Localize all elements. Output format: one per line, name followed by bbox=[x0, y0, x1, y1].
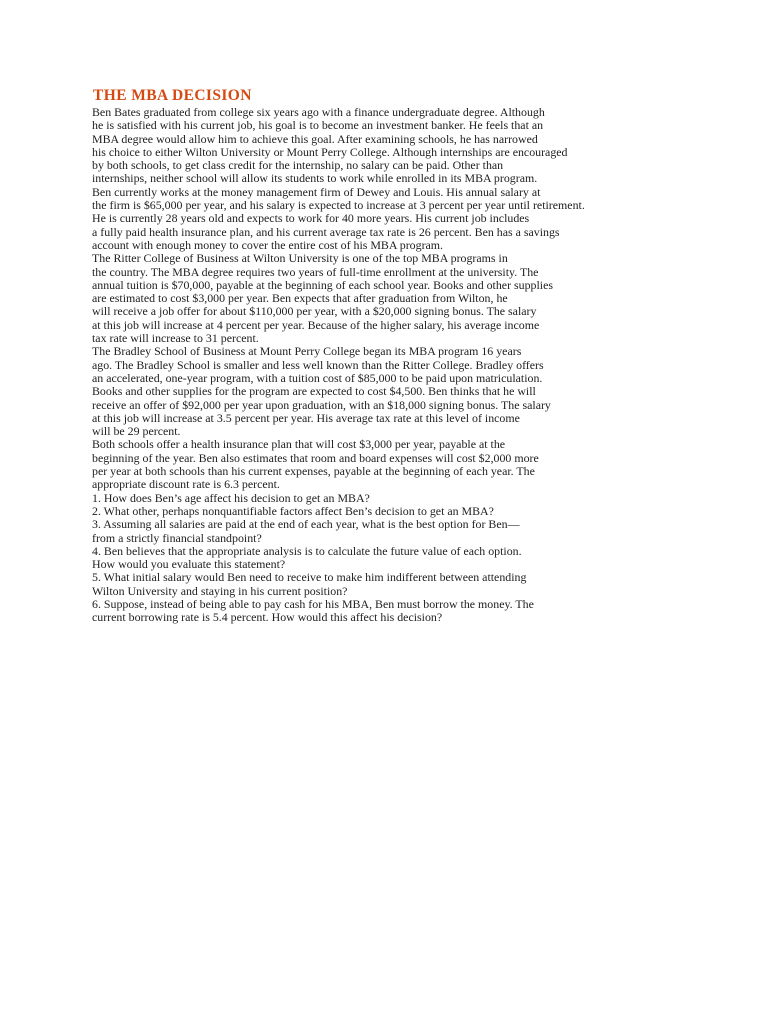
body-text-line: receive an offer of $92,000 per year upon graduation, with an $18,000 signing bonus. The salary bbox=[92, 397, 551, 412]
body-text-line: at this job will increase at 3.5 percent per year. His average tax rate at this level of income bbox=[92, 410, 520, 425]
document-body bbox=[92, 106, 732, 625]
body-text-line: Wilton University and staying in his current position? bbox=[92, 583, 348, 598]
body-text-line: internships, neither school will allow its students to work while enrolled in its MBA program. bbox=[92, 171, 538, 186]
body-text-line: his choice to either Wilton University or Mount Perry College. Although internships are encouraged bbox=[92, 144, 568, 159]
body-text-line: from a strictly financial standpoint? bbox=[92, 530, 262, 545]
body-text-line: the country. The MBA degree requires two years of full-time enrollment at the university. The bbox=[92, 264, 539, 279]
body-text-line: Both schools offer a health insurance plan that will cost $3,000 per year, payable at the bbox=[92, 437, 506, 452]
body-text-line: 2. What other, perhaps nonquantifiable factors affect Ben’s decision to get an MBA? bbox=[92, 503, 494, 518]
body-text-line: at this job will increase at 4 percent per year. Because of the higher salary, his average income bbox=[92, 317, 540, 332]
body-text-line: an accelerated, one-year program, with a tuition cost of $85,000 to be paid upon matriculation. bbox=[92, 370, 543, 385]
body-text-line: The Ritter College of Business at Wilton University is one of the top MBA programs in bbox=[92, 251, 508, 266]
body-text-line: Books and other supplies for the program are expected to cost $4,500. Ben thinks that he will bbox=[92, 384, 536, 399]
body-text-line: are estimated to cost $3,000 per year. Ben expects that after graduation from Wilton, he bbox=[92, 291, 508, 306]
body-text-line: 3. Assuming all salaries are paid at the end of each year, what is the best option for Ben— bbox=[92, 517, 520, 532]
body-text-line: MBA degree would allow him to achieve this goal. After examining schools, he has narrowed bbox=[92, 131, 538, 146]
body-text-line: ago. The Bradley School is smaller and less well known than the Ritter College. Bradley offers bbox=[92, 357, 544, 372]
body-text-line: per year at both schools than his current expenses, payable at the beginning of each year. The bbox=[92, 464, 535, 479]
body-text-line: Ben Bates graduated from college six years ago with a finance undergraduate degree. Although bbox=[92, 105, 545, 119]
body-text-line: will receive a job offer for about $110,000 per year, with a $20,000 signing bonus. The salary bbox=[92, 304, 537, 319]
body-text-line: The Bradley School of Business at Mount Perry College began its MBA program 16 years bbox=[92, 344, 522, 359]
body-text-line: annual tuition is $70,000, payable at the beginning of each school year. Books and other supplies bbox=[92, 277, 553, 292]
body-text-line: 6. Suppose, instead of being able to pay cash for his MBA, Ben must borrow the money. The bbox=[92, 596, 534, 611]
document-title: THE MBA DECISION bbox=[93, 87, 252, 104]
body-text-line: How would you evaluate this statement? bbox=[92, 557, 286, 572]
body-text-line: appropriate discount rate is 6.3 percent. bbox=[92, 477, 280, 492]
body-text-line: 1. How does Ben’s age affect his decision to get an MBA? bbox=[92, 490, 370, 505]
body-text-line: beginning of the year. Ben also estimates that room and board expenses will cost $2,000 more bbox=[92, 450, 539, 465]
body-text-line: will be 29 percent. bbox=[92, 424, 181, 439]
body-text-line: He is currently 28 years old and expects to work for 40 more years. His current job includes bbox=[92, 211, 530, 226]
body-text-line: a fully paid health insurance plan, and his current average tax rate is 26 percent. Ben has a savings bbox=[92, 224, 560, 239]
body-text-line: 5. What initial salary would Ben need to receive to make him indifferent between attending bbox=[92, 570, 527, 585]
body-text-line: the firm is $65,000 per year, and his salary is expected to increase at 3 percent per year until retirement. bbox=[92, 198, 585, 213]
body-text-line: account with enough money to cover the entire cost of his MBA program. bbox=[92, 237, 444, 252]
body-text-line: he is satisfied with his current job, his goal is to become an investment banker. He feels that an bbox=[92, 118, 544, 133]
body-text-line: 4. Ben believes that the appropriate analysis is to calculate the future value of each option. bbox=[92, 543, 522, 558]
body-text-line: current borrowing rate is 5.4 percent. How would this affect his decision? bbox=[92, 610, 443, 625]
body-text-line: tax rate will increase to 31 percent. bbox=[92, 331, 259, 346]
body-text-line: Ben currently works at the money management firm of Dewey and Louis. His annual salary at bbox=[92, 184, 541, 199]
body-text-line: by both schools, to get class credit for the internship, no salary can be paid. Other than bbox=[92, 158, 504, 173]
